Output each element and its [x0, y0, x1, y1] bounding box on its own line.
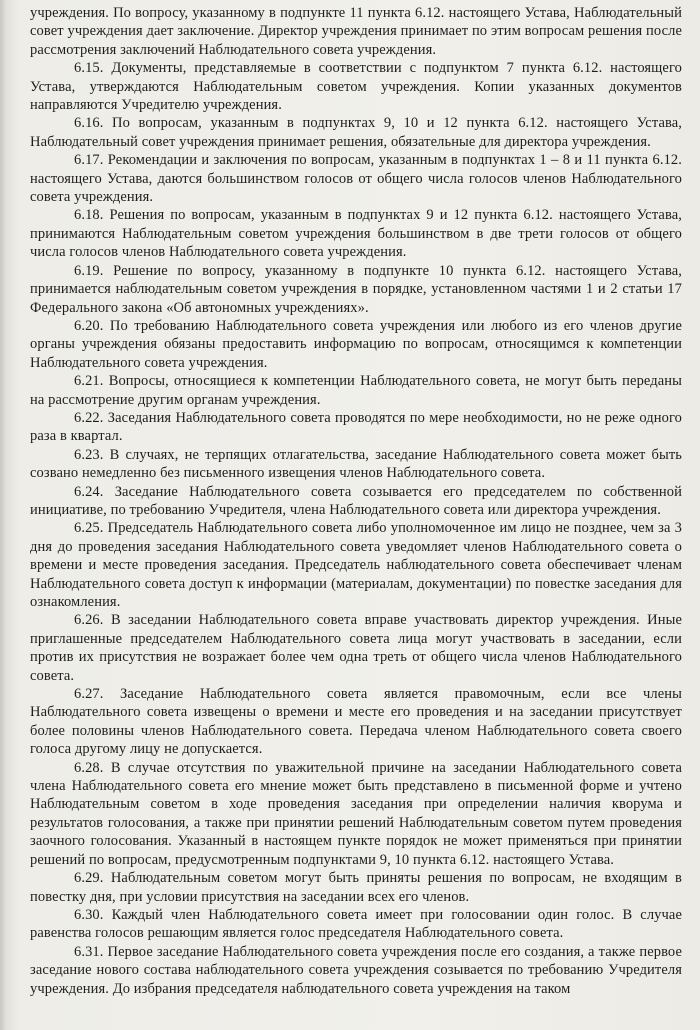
paragraph-6-16: 6.16. По вопросам, указанным в подпунктах 9, 10 и 12 пункта 6.12. настоящего Устава, Наблюдательный совет учреждения принимает решения, обязательные для директора учреждения.	[30, 115, 682, 150]
paragraph-6-21: 6.21. Вопросы, относящиеся к компетенции Наблюдательного совета, не могут быть переданы на рассмотрение другим органам учреждения.	[30, 373, 682, 408]
document-body	[30, 4, 682, 998]
paragraph-continuation: учреждения. По вопросу, указанному в подпункте 11 пункта 6.12. настоящего Устава, Наблюдательный совет учреждения дает заключение. Директор учреждения принимает по этим вопросам решения после рассмотрения заключений Наблюдательного совета учреждения.	[30, 5, 682, 58]
paragraph-6-20: 6.20. По требованию Наблюдательного совета учреждения или любого из его членов другие органы учреждения обязаны предоставить информацию по вопросам, относящимся к компетенции Наблюдательного совета учреждения.	[30, 317, 682, 371]
paragraph-6-27: 6.27. Заседание Наблюдательного совета является правомочным, если все члены Наблюдательного совета извещены о времени и месте его проведения и на заседании присутствует более половины членов Наблюдательного совета. Передача членом Наблюдательного совета своего голоса другому лицу не допускается.	[30, 686, 682, 758]
paragraph-6-15: 6.15. Документы, представляемые в соответствии с подпунктом 7 пункта 6.12. настоящего Устава, утверждаются Наблюдательным советом учреждения. Копии указанных документов направляются Учредителю учреждения.	[30, 60, 682, 114]
paragraph-6-24: 6.24. Заседание Наблюдательного совета созывается его председателем по собственной инициативе, по требованию Учредителя, члена Наблюдательного совета или директора учреждения.	[30, 483, 682, 518]
paragraph-6-25: 6.25. Председатель Наблюдательного совета либо уполномоченное им лицо не позднее, чем за 3 дня до проведения заседания Наблюдательного совета уведомляет членов Наблюдательного совета о времени и месте проведения заседания. Председатель наблюдательного совета обеспечивает членам Наблюдательного совета доступ к информации (материалам, документации) по повестке заседания для ознакомления.	[30, 520, 682, 610]
paragraph-6-26: 6.26. В заседании Наблюдательного совета вправе участвовать директор учреждения. Иные приглашенные председателем Наблюдательного совета лица могут участвовать в заседании, если против их присутствия не возражает более чем одна треть от общего числа членов Наблюдательного совета.	[30, 612, 682, 684]
paragraph-6-19: 6.19. Решение по вопросу, указанному в подпункте 10 пункта 6.12. настоящего Устава, принимается наблюдательным советом учреждения в порядке, установленном частями 1 и 2 статьи 17 Федерального закона «Об автономных учреждениях».	[30, 262, 682, 316]
paragraph-6-23: 6.23. В случаях, не терпящих отлагательства, заседание Наблюдательного совета может быть созвано немедленно без письменного извещения членов Наблюдательного совета.	[30, 446, 682, 482]
paragraph-6-30: 6.30. Каждый член Наблюдательного совета имеет при голосовании один голос. В случае равенства голосов решающим является голос председателя Наблюдательного совета.	[30, 906, 682, 942]
paragraph-6-31: 6.31. Первое заседание Наблюдательного совета учреждения после его создания, а также первое заседание нового состава наблюдательного совета учреждения созывается по требованию Учредителя учреждения. До избрания председателя наблюдательного совета учреждения на таком	[30, 943, 682, 997]
paragraph-6-29: 6.29. Наблюдательным советом могут быть приняты решения по вопросам, не входящим в повестку дня, при условии присутствия на заседании всех его членов.	[30, 870, 682, 905]
paragraph-6-28: 6.28. В случае отсутствия по уважительной причине на заседании Наблюдательного совета члена Наблюдательного совета его мнение может быть представлено в письменной форме и учтено Наблюдательным советом в ходе проведения заседания при определении наличия кворума и результатов голосования, а также при принятии решений Наблюдательным советом путем проведения заочного голосования. Указанный в настоящем пункте порядок не может применяться при принятии решений по вопросам, предусмотренным подпунктами 9, 10 пункта 6.12. настоящего Устава.	[30, 759, 682, 868]
paragraph-6-18: 6.18. Решения по вопросам, указанным в подпунктах 9 и 12 пункта 6.12. настоящего Устава, принимаются Наблюдательным советом учреждения большинством в две трети голосов от общего числа голосов членов Наблюдательного совета учреждения.	[30, 207, 682, 261]
scan-edge-shadow	[0, 0, 6, 1030]
paragraph-6-17: 6.17. Рекомендации и заключения по вопросам, указанным в подпунктах 1 – 8 и 11 пункта 6.12. настоящего Устава, даются большинством голосов от общего числа голосов членов Наблюдательного совета учреждения.	[30, 152, 682, 206]
paragraph-6-22: 6.22. Заседания Наблюдательного совета проводятся по мере необходимости, но не реже одного раза в квартал.	[30, 409, 682, 445]
